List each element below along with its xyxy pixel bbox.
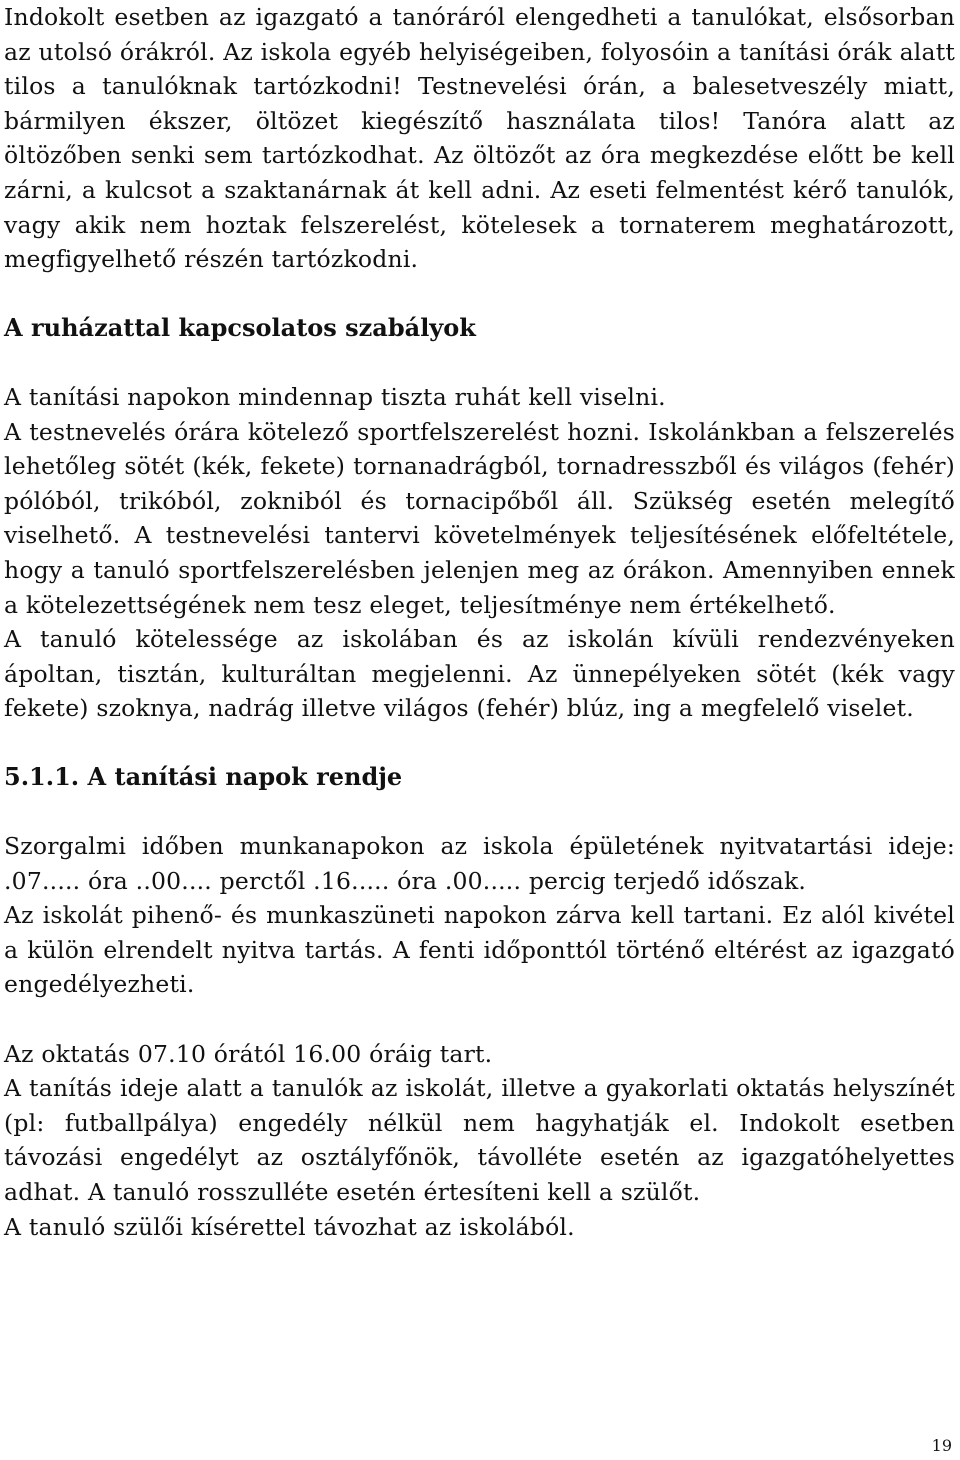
paragraph-appearance: A tanuló kötelessége az iskolában és az iskolán kívüli rendezvényeken ápoltan, tisztán, kulturáltan megjelenni. Az ünnepélyeken sötét (kék vagy fekete) szoknya, nadrág illetve világos (fehér) blúz, ing a megfelelő viselet. <box>4 625 955 723</box>
spacer <box>4 346 955 380</box>
section-heading-clothing: A ruházattal kapcsolatos szabályok <box>4 313 476 343</box>
paragraph-early-dismissal-text: Indokolt esetben az igazgató a tanóráról elengedheti a tanulókat, elsősorban az utolsó órákról. Az iskola egyéb helyiségeiben, folyosóin a tanítási órák alatt tilos a tanulóknak tartózkodni! <box>4 3 955 101</box>
paragraph-parent-escort: A tanuló szülői kísérettel távozhat az iskolából. <box>4 1212 575 1241</box>
paragraph-closed-days: Az iskolát pihenő- és munkaszüneti napokon zárva kell tartani. Ez alól kivétel a külön elrendelt nyitva tartás. A fenti időponttól történő eltérést az igazgató engedélyezheti. <box>4 901 955 999</box>
paragraph-teaching-hours: Az oktatás 07.10 órától 16.00 óráig tart. <box>4 1039 493 1068</box>
spacer <box>4 795 955 829</box>
paragraph-pe-safety-intro: Testnevelési órán, a balesetveszély miatt, bármilyen ékszer, öltözet kiegészítő használata tilos! Tanóra alatt az öltözőben senki sem tartózkodhat. <box>4 72 955 170</box>
paragraph-pe-safety-rest: Az öltözőt az óra megkezdése előtt be kell zárni, a kulcsot a szaktanárnak át kell adni. Az eseti felmentést kérő tanulók, vagy akik nem hoztak felszerelést, kötelesek a tornaterem meghatározott, megfigyelhető részén tartózkodni. <box>4 141 956 274</box>
paragraph-leaving-school: A tanítás ideje alatt a tanulók az iskolát, illetve a gyakorlati oktatás helyszínét (pl: futballpálya) engedély nélkül nem hagyhatják el. Indokolt esetben távozási engedélyt az osztályfőnök, távolléte esetén az igazgatóhelyettes adhat. A tanuló rosszulléte esetén értesíteni kell a szülőt. <box>4 1074 955 1206</box>
page-number: 19 <box>931 1436 952 1455</box>
section-heading-school-days: 5.1.1. A tanítási napok rendje <box>4 762 403 792</box>
document-page <box>4 0 955 1244</box>
paragraph-early-dismissal <box>4 0 955 277</box>
spacer <box>4 726 955 761</box>
spacer <box>4 277 955 312</box>
spacer <box>4 1002 955 1037</box>
paragraph-opening-hours: Szorgalmi időben munkanapokon az iskola épületének nyitvatartási ideje: .07..... óra ..00.... perctől .16..... óra .00..... percig terjedő időszak. <box>4 832 955 895</box>
paragraph-clean-clothes: A tanítási napokon mindennap tiszta ruhát kell viselni. <box>4 382 666 411</box>
paragraph-sports-equipment: A testnevelés órára kötelező sportfelszerelést hozni. Iskolánkban a felszerelés lehetőleg sötét (kék, fekete) tornanadrágból, tornadresszből és világos (fehér) pólóból, trikóból, zokniból és tornacipőből áll. Szükség esetén melegítő viselhető. A testnevelési tantervi követelmények teljesítésének előfeltétele, hogy a tanuló sportfelszerelésben jelenjen meg az órákon. Amennyiben ennek a kötelezettségének nem tesz eleget, teljesítménye nem értékelhető. <box>4 417 955 619</box>
